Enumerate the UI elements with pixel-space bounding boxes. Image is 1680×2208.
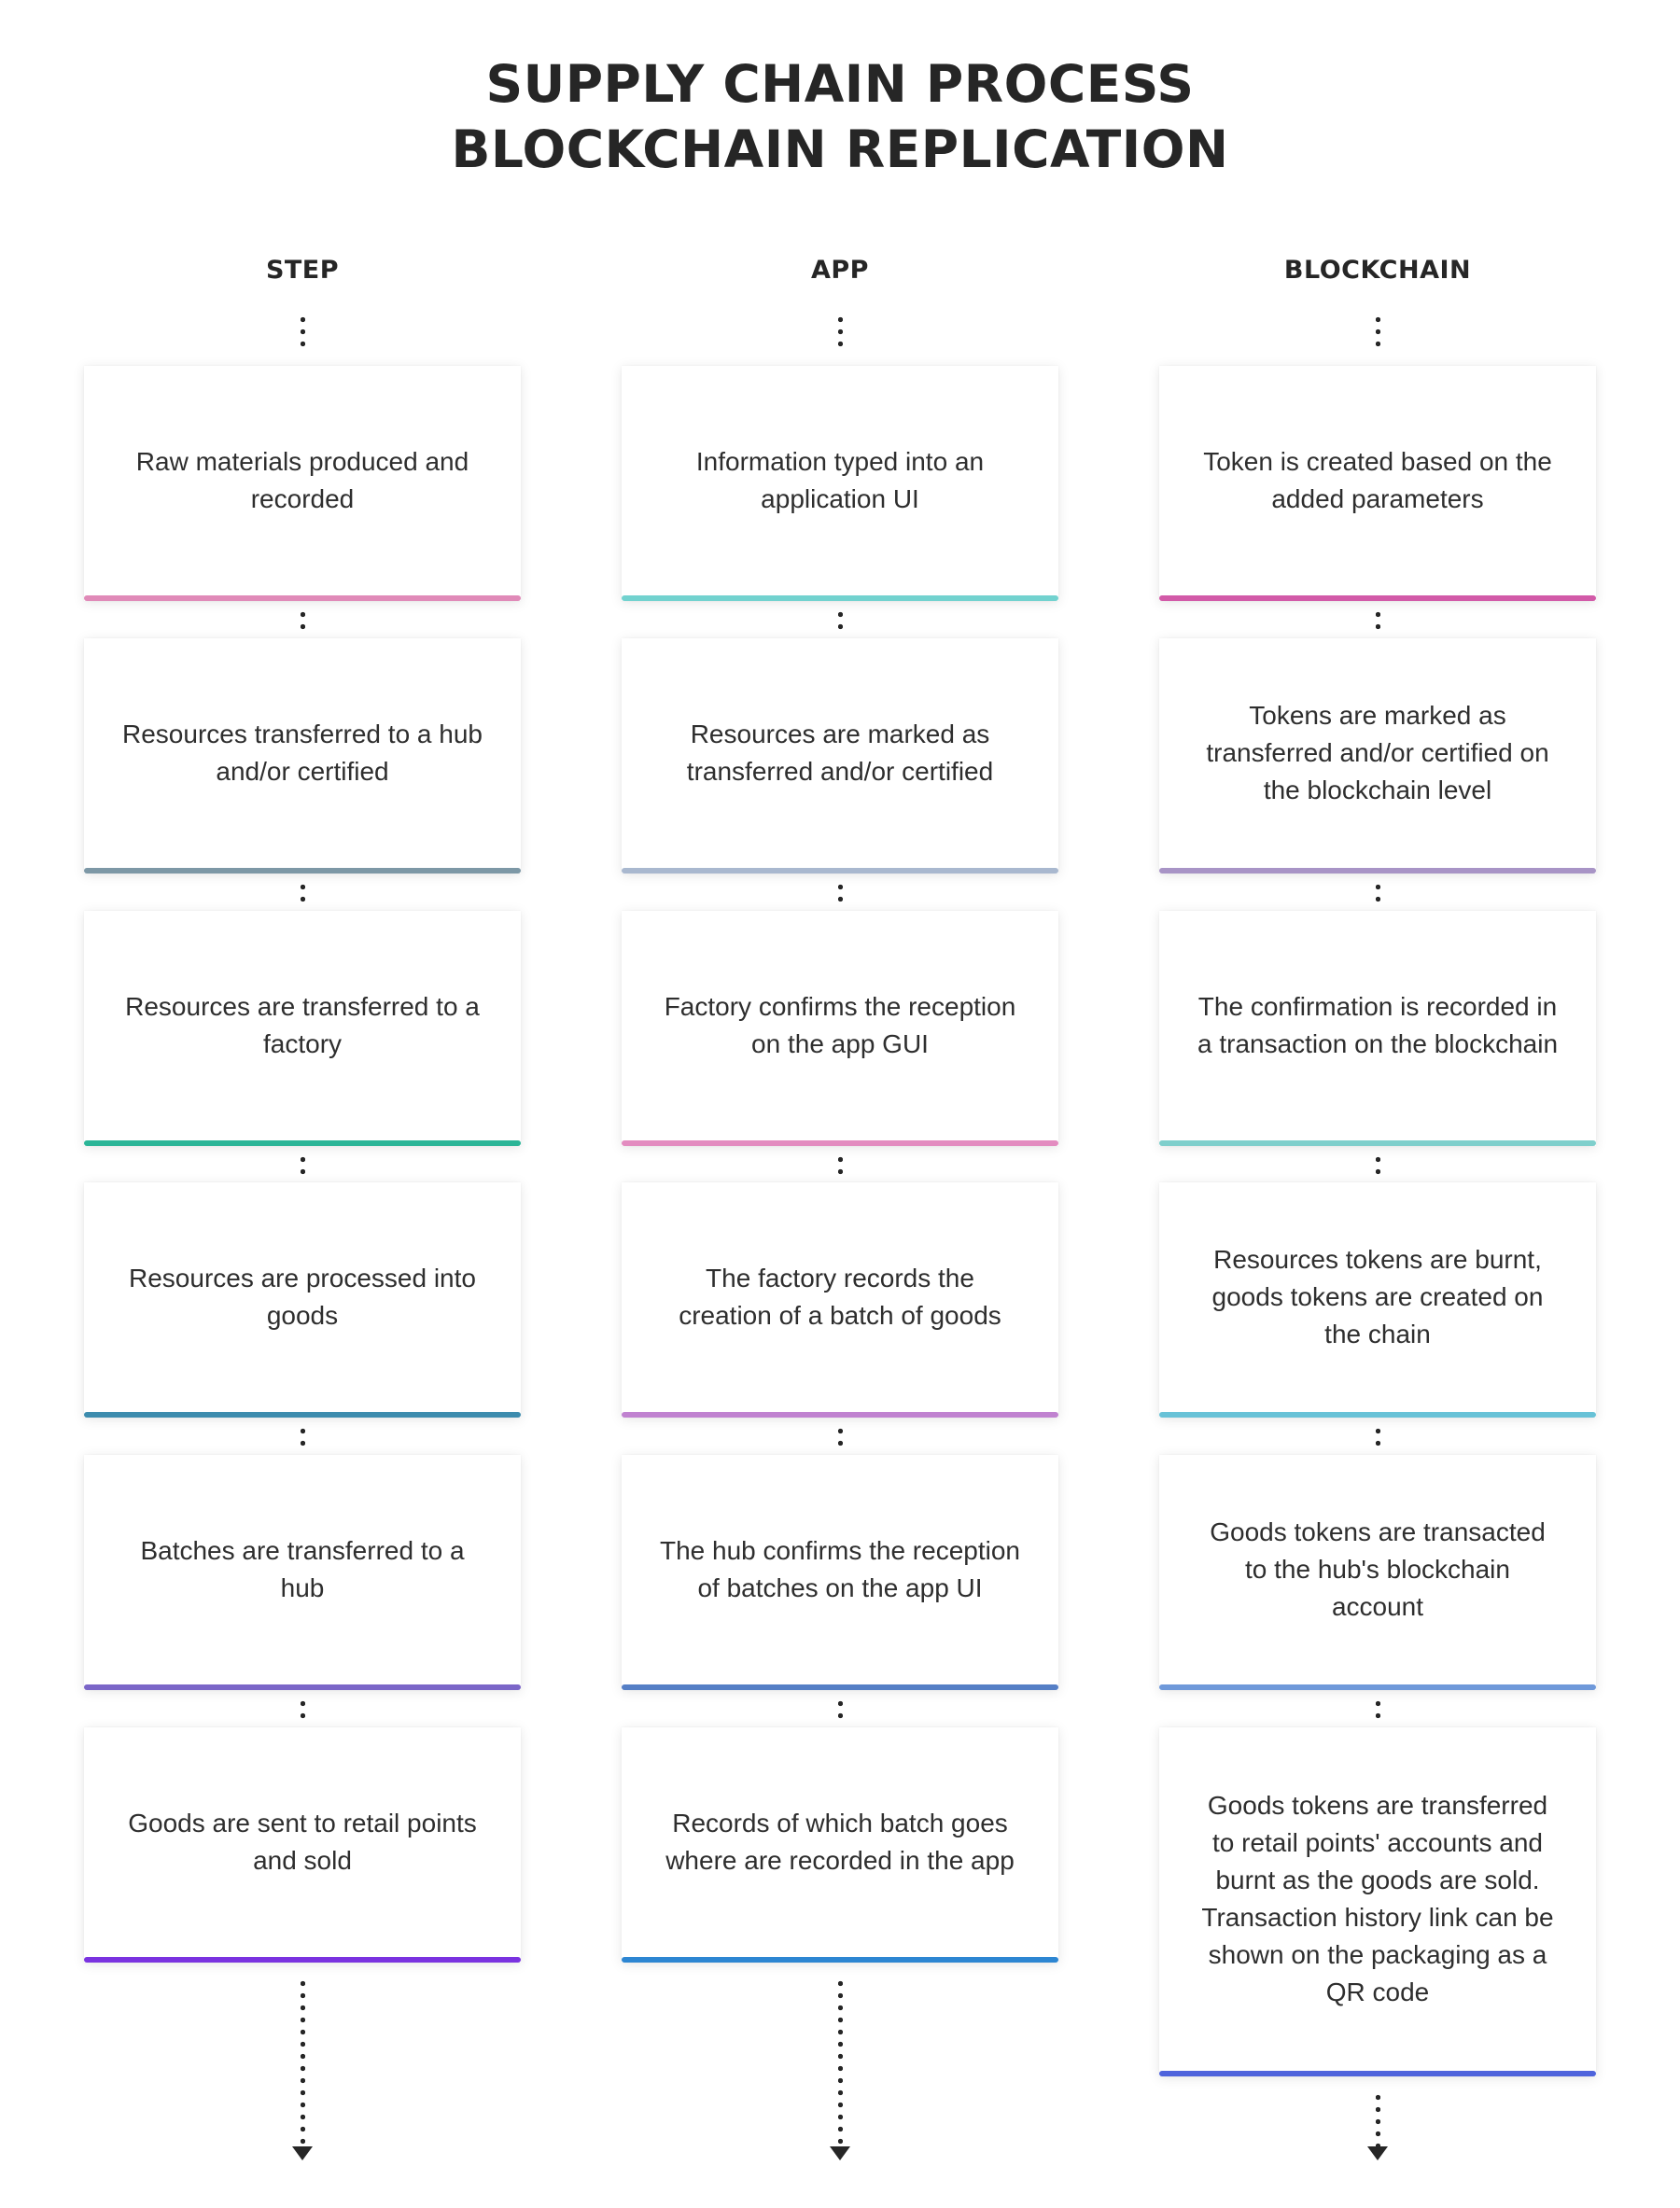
card-accent-bar: [1159, 1412, 1596, 1418]
process-card: [84, 1182, 521, 1418]
dotted-connector: [1376, 608, 1380, 633]
card-accent-bar: [1159, 1140, 1596, 1146]
arrow-down-icon: [1367, 2146, 1388, 2160]
dotted-connector: [1376, 1425, 1380, 1449]
card-accent-bar: [84, 1412, 521, 1418]
card-accent-bar: [84, 1684, 521, 1690]
card-accent-bar: [622, 1957, 1058, 1963]
column-step: [84, 0, 521, 2208]
process-card: [1159, 1455, 1596, 1690]
process-card: [84, 366, 521, 601]
card-text: Tokens are marked as transferred and/or certified on the blockchain level: [1206, 701, 1549, 804]
process-card: [84, 638, 521, 873]
card-accent-bar: [1159, 868, 1596, 873]
process-card: [1159, 638, 1596, 873]
process-card: [84, 1727, 521, 1963]
process-card: [84, 911, 521, 1146]
card-text: The confirmation is recorded in a transaction on the blockchain: [1197, 992, 1559, 1058]
dotted-connector: [838, 1698, 843, 1722]
card-accent-bar: [1159, 595, 1596, 601]
dotted-connector: [1376, 881, 1380, 905]
card-text: Goods tokens are transferred to retail points' accounts and burnt as the goods are sold. Transaction history link can be shown on the packaging as a QR code: [1201, 1791, 1554, 2006]
process-card: [84, 1455, 521, 1690]
process-card: [1159, 1727, 1596, 2076]
card-accent-bar: [622, 1684, 1058, 1690]
card-text: Resources are processed into goods: [129, 1264, 476, 1330]
column-header: BLOCKCHAIN: [1283, 256, 1472, 285]
process-card: [1159, 911, 1596, 1146]
card-text: Goods are sent to retail points and sold: [128, 1809, 477, 1875]
dotted-arrow-line: [838, 1977, 843, 2146]
card-accent-bar: [84, 1957, 521, 1963]
dotted-arrow-line: [301, 1977, 305, 2146]
dotted-connector: [301, 1698, 305, 1722]
title-line-2: BLOCKCHAIN REPLICATION: [451, 119, 1229, 179]
title-line-1: SUPPLY CHAIN PROCESS: [485, 54, 1195, 114]
column-header: STEP: [265, 256, 340, 285]
card-accent-bar: [622, 1412, 1058, 1418]
dotted-connector: [301, 314, 305, 353]
dotted-connector: [838, 1425, 843, 1449]
card-text: Information typed into an application UI: [695, 447, 985, 513]
card-accent-bar: [1159, 2071, 1596, 2076]
card-accent-bar: [622, 868, 1058, 873]
card-text: Resources are transferred to a factory: [125, 992, 480, 1058]
process-card: [622, 366, 1058, 601]
card-accent-bar: [622, 595, 1058, 601]
process-card: [1159, 366, 1596, 601]
card-text: Resources tokens are burnt, goods tokens are created on the chain: [1211, 1245, 1544, 1349]
card-text: Batches are transferred to a hub: [140, 1536, 465, 1602]
dotted-connector: [301, 881, 305, 905]
dotted-connector: [838, 314, 843, 353]
card-text: The hub confirms the reception of batches on the app UI: [660, 1536, 1020, 1602]
card-text: Resources are marked as transferred and/or certified: [686, 720, 994, 786]
card-text: Goods tokens are transacted to the hub's blockchain account: [1210, 1517, 1546, 1621]
arrow-down-icon: [292, 2146, 313, 2160]
card-text: Resources transferred to a hub and/or certified: [122, 720, 483, 786]
column-blockchain: [1159, 0, 1596, 2208]
card-text: Raw materials produced and recorded: [135, 447, 469, 513]
arrow-down-icon: [830, 2146, 850, 2160]
process-card: [622, 1455, 1058, 1690]
card-text: Token is created based on the added parameters: [1203, 447, 1552, 513]
dotted-connector: [838, 1153, 843, 1177]
dotted-connector: [1376, 314, 1380, 353]
process-card: [622, 1727, 1058, 1963]
column-app: [622, 0, 1058, 2208]
dotted-arrow-line: [1376, 2091, 1380, 2146]
column-header: APP: [811, 256, 869, 285]
dotted-connector: [301, 1425, 305, 1449]
process-card: [622, 1182, 1058, 1418]
card-accent-bar: [84, 1140, 521, 1146]
card-accent-bar: [1159, 1684, 1596, 1690]
dotted-connector: [838, 881, 843, 905]
dotted-connector: [301, 608, 305, 633]
process-card: [1159, 1182, 1596, 1418]
card-text: The factory records the creation of a batch of goods: [679, 1264, 1001, 1330]
card-text: Factory confirms the reception on the app GUI: [664, 992, 1016, 1058]
process-card: [622, 911, 1058, 1146]
dotted-connector: [1376, 1153, 1380, 1177]
card-accent-bar: [84, 595, 521, 601]
dotted-connector: [838, 608, 843, 633]
dotted-connector: [301, 1153, 305, 1177]
card-accent-bar: [622, 1140, 1058, 1146]
process-card: [622, 638, 1058, 873]
card-accent-bar: [84, 868, 521, 873]
card-text: Records of which batch goes where are recorded in the app: [665, 1809, 1015, 1875]
dotted-connector: [1376, 1698, 1380, 1722]
